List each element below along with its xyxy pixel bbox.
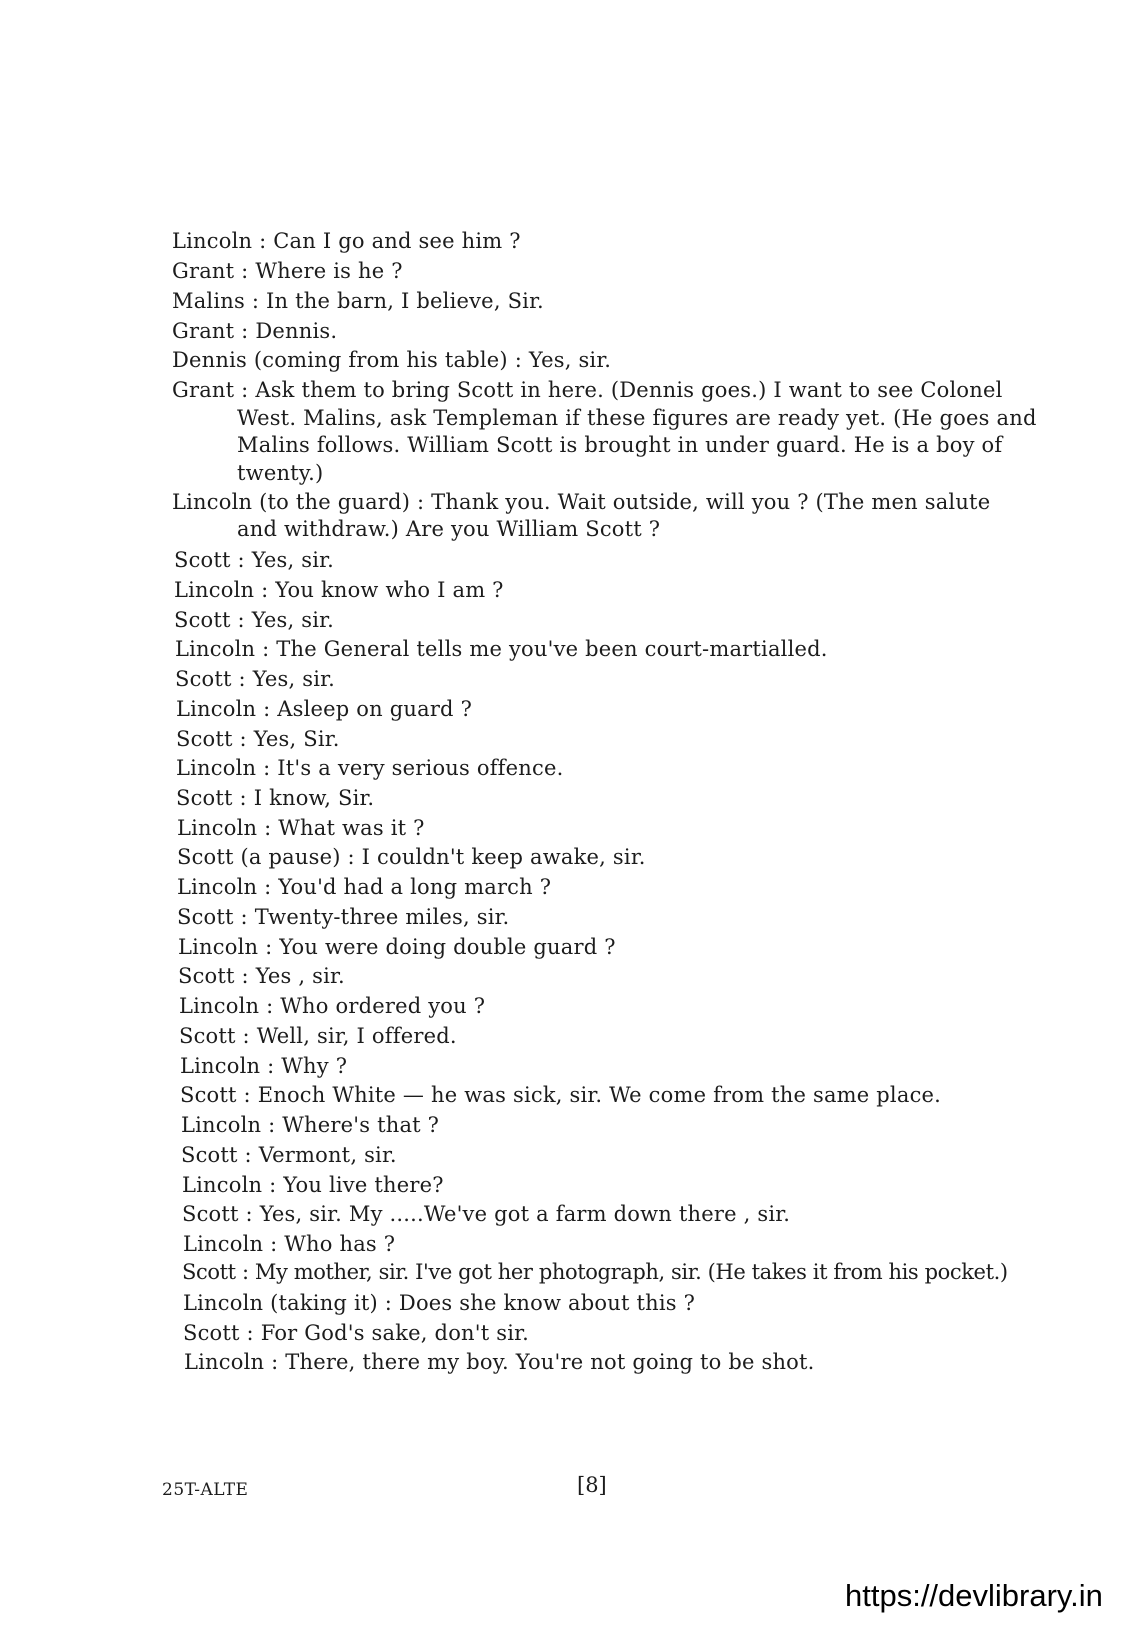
dialogue-line: Scott : Yes, sir. (174, 548, 334, 572)
dialogue-line-continued: twenty.) (237, 461, 324, 485)
dialogue-line: Lincoln : Can I go and see him ? (172, 229, 521, 253)
dialogue-line: Scott : Twenty-three miles, sir. (177, 905, 510, 929)
dialogue-line: Grant : Dennis. (172, 319, 338, 343)
dialogue-line: Lincoln : Who ordered you ? (179, 994, 486, 1018)
dialogue-line-continued: Malins follows. William Scott is brought in under guard. He is a boy of (237, 433, 1003, 457)
watermark: https://devlibrary.in (845, 1578, 1103, 1613)
dialogue-line: Scott : Yes, sir. My .....We've got a farm down there , sir. (182, 1202, 791, 1226)
dialogue-line: Lincoln : You know who I am ? (174, 578, 504, 602)
dialogue-line: Lincoln : You were doing double guard ? (178, 935, 616, 959)
dialogue-line: Scott : Yes, Sir. (176, 727, 340, 751)
footer-code: 25T-ALTE (162, 1480, 249, 1500)
dialogue-line: Lincoln : There, there my boy. You're not going to be shot. (184, 1350, 815, 1374)
dialogue-line: Scott : Yes , sir. (178, 964, 345, 988)
dialogue-line: Dennis (coming from his table) : Yes, sir. (172, 348, 612, 372)
dialogue-line: Scott : My mother, sir. I've got her photograph, sir. (He takes it from his pocket.) (182, 1260, 1008, 1284)
dialogue-line: Lincoln : Where's that ? (181, 1113, 440, 1137)
dialogue-line: Scott (a pause) : I couldn't keep awake, sir. (177, 845, 646, 869)
dialogue-line-continued: West. Malins, ask Templeman if these figures are ready yet. (He goes and (237, 406, 1037, 430)
dialogue-line: Grant : Ask them to bring Scott in here. (Dennis goes.) I want to see Colonel (172, 378, 1003, 402)
dialogue-line: Lincoln : Who has ? (183, 1232, 396, 1256)
dialogue-line: Lincoln : You live there? (182, 1173, 444, 1197)
dialogue-line: Grant : Where is he ? (172, 259, 403, 283)
dialogue-line: Lincoln (taking it) : Does she know about this ? (183, 1291, 696, 1315)
page-number: [8] (577, 1473, 607, 1497)
dialogue-line: Scott : Well, sir, I offered. (179, 1024, 457, 1048)
dialogue-line: Scott : Enoch White — he was sick, sir. We come from the same place. (180, 1083, 942, 1107)
dialogue-line: Scott : I know, Sir. (176, 786, 375, 810)
dialogue-line: Scott : Yes, sir. (174, 608, 334, 632)
dialogue-line-continued: and withdraw.) Are you William Scott ? (237, 517, 661, 541)
dialogue-line: Lincoln : What was it ? (177, 816, 425, 840)
dialogue-line: Lincoln : It's a very serious offence. (176, 756, 564, 780)
dialogue-line: Lincoln : Why ? (180, 1054, 348, 1078)
dialogue-line: Scott : Vermont, sir. (181, 1143, 397, 1167)
dialogue-line: Scott : For God's sake, don't sir. (183, 1321, 529, 1345)
dialogue-line: Malins : In the barn, I believe, Sir. (172, 289, 544, 313)
dialogue-line: Lincoln (to the guard) : Thank you. Wait outside, will you ? (The men salute (172, 490, 991, 514)
dialogue-line: Scott : Yes, sir. (175, 667, 335, 691)
dialogue-line: Lincoln : The General tells me you've been court-martialled. (175, 637, 828, 661)
dialogue-line: Lincoln : Asleep on guard ? (176, 697, 473, 721)
dialogue-line: Lincoln : You'd had a long march ? (177, 875, 552, 899)
